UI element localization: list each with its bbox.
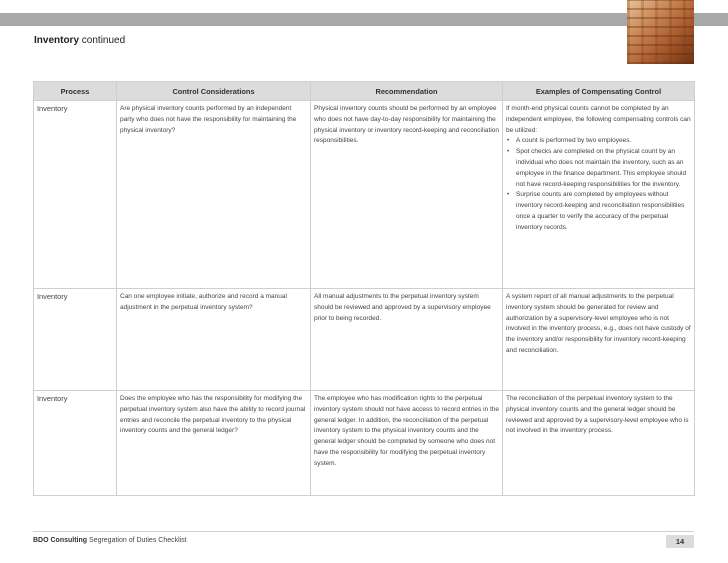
column-header-recommendation: Recommendation (311, 82, 503, 101)
column-header-process: Process (34, 82, 117, 101)
bricks-photo (627, 0, 694, 64)
column-header-compensating: Examples of Compensating Control (503, 82, 695, 101)
page-title (34, 35, 125, 46)
page-title-bold: Inventory (34, 35, 80, 46)
compensating-intro: If month-end physical counts cannot be completed by an independent employee, the following compensating controls can be utilized: (506, 105, 691, 134)
page-title-suffix: continued (79, 35, 126, 46)
table-row (34, 101, 695, 289)
compensating-list (506, 136, 691, 233)
footer-doc-title: Segregation of Duties Checklist (87, 537, 187, 544)
footer-brand: BDO Consulting (33, 537, 88, 544)
checklist-table (33, 81, 695, 496)
recommendation-cell: The employee who has modification rights to the perpetual inventory system should not have access to record entries in the general ledger. In addition, the reconciliation of the perpetual inventory system to the physical inventory counts and the general ledger should be completed by someone who does not have the responsibility for modifying the perpetual inventory system. (311, 391, 503, 496)
footer-divider (33, 531, 694, 532)
table-row (34, 289, 695, 391)
list-item: • A count is performed by two employees. (506, 136, 691, 147)
process-cell: Inventory (34, 101, 117, 289)
header-band (0, 13, 728, 26)
table-row (34, 391, 695, 496)
compensating-cell: The reconciliation of the perpetual inventory system to the physical inventory counts and the general ledger should be reviewed and approved by a supervisory-level employee who is not involved in the inventory process. (503, 391, 695, 496)
control-cell: Does the employee who has the responsibility for modifying the perpetual inventory system also have the ability to record journal entries and reconcile the perpetual inventory to the physical inventory counts and the general ledger? (117, 391, 311, 496)
table-header-row (34, 82, 695, 101)
footer-text (33, 537, 187, 544)
recommendation-cell: Physical inventory counts should be performed by an employee who does not have day-to-day responsibility for maintaining the physical inventory or inventory record-keeping and reconciliation responsibilities. (311, 101, 503, 289)
checklist-table-wrapper (33, 81, 694, 496)
compensating-cell: A system report of all manual adjustments to the perpetual inventory system should be generated for review and authorization by a supervisory-level employee who is not involved in the inventory process, e.g., does not have custody of the inventory and/or responsibility for inventory record-keeping and reconciliation. (503, 289, 695, 391)
column-header-control: Control Considerations (117, 82, 311, 101)
control-cell: Are physical inventory counts performed by an independent party who does not have the responsibility for maintaining the physical inventory? (117, 101, 311, 289)
compensating-cell (503, 101, 695, 289)
page-number: 14 (666, 535, 694, 548)
list-item: • Spot checks are completed on the physical count by an individual who does not maintain the inventory, such as an employee in the finance department. This employee should not have record-keeping responsibilities for the inventory. (506, 147, 691, 190)
process-cell: Inventory (34, 289, 117, 391)
recommendation-cell: All manual adjustments to the perpetual inventory system should be reviewed and approved by a supervisory employee prior to being recorded. (311, 289, 503, 391)
process-cell: Inventory (34, 391, 117, 496)
control-cell: Can one employee initiate, authorize and record a manual adjustment in the perpetual inventory system? (117, 289, 311, 391)
list-item: • Surprise counts are completed by employees without inventory record-keeping and reconciliation responsibilities once a quarter to verify the accuracy of the perpetual inventory records. (506, 190, 691, 233)
